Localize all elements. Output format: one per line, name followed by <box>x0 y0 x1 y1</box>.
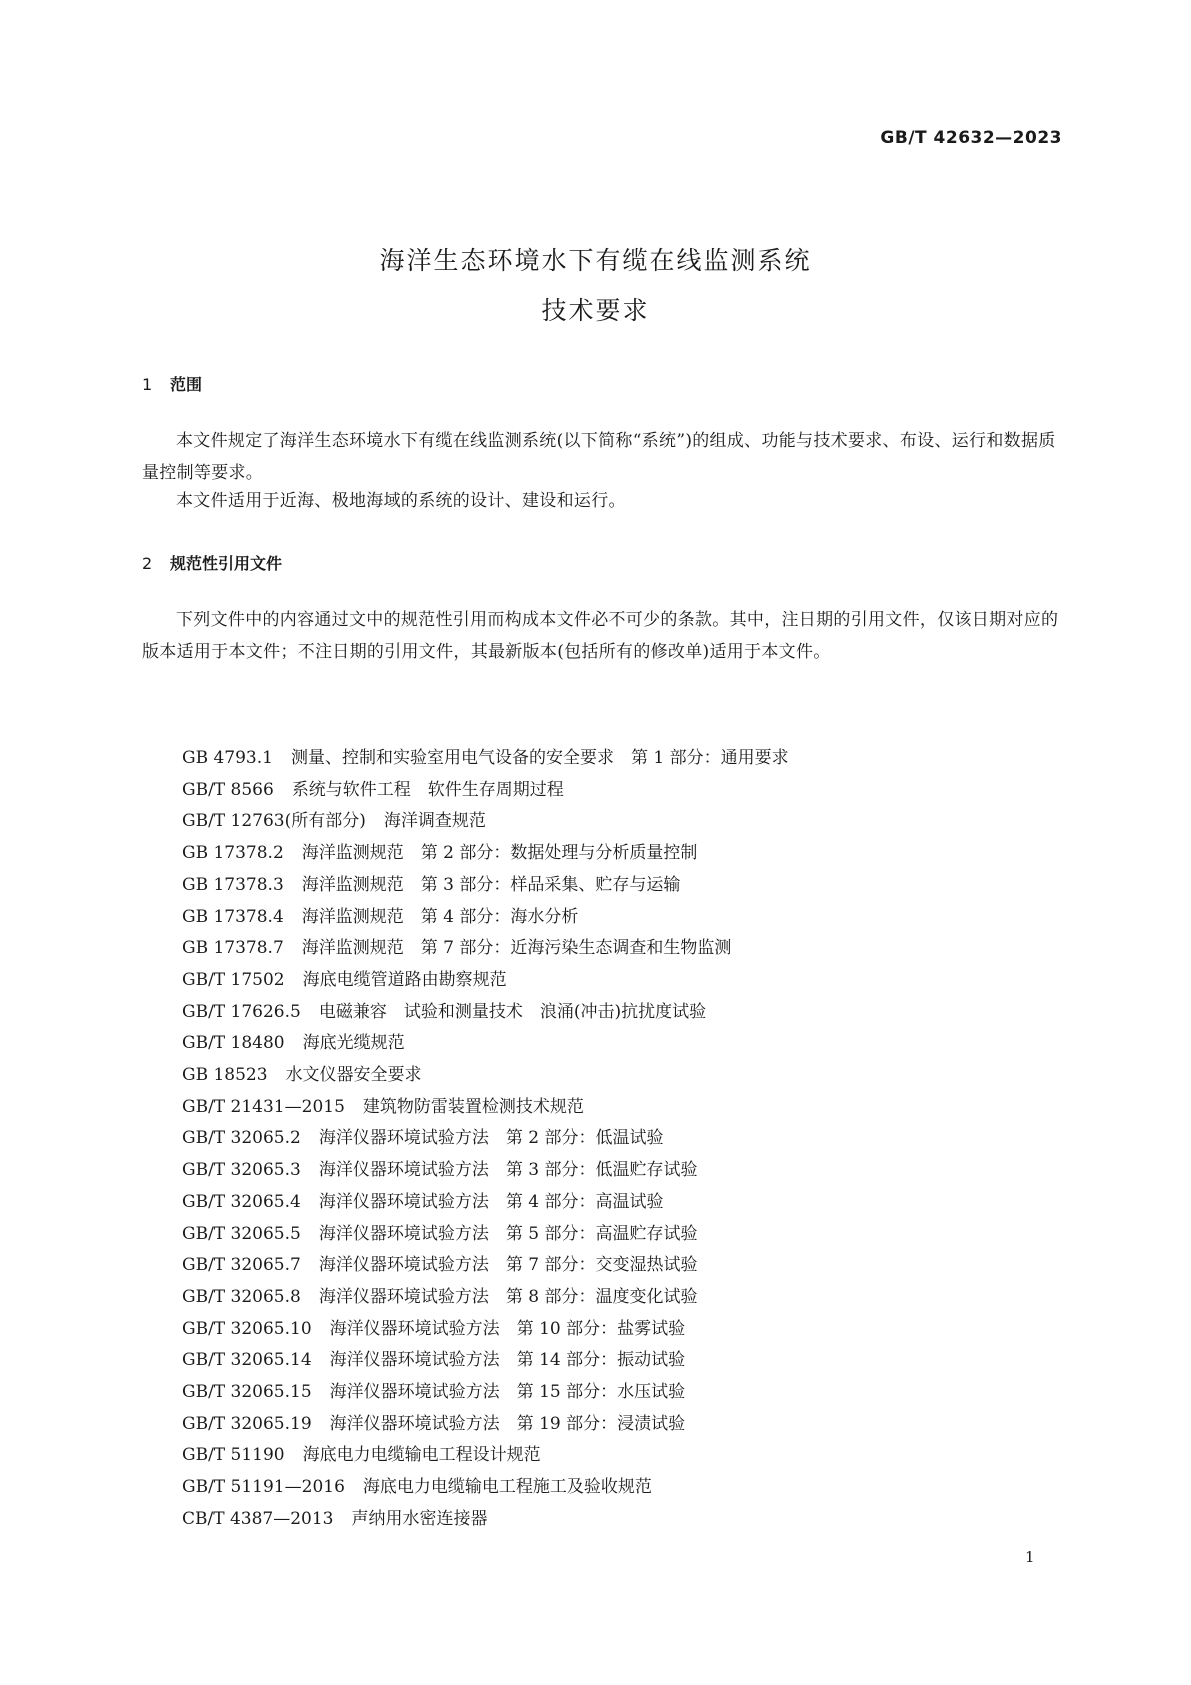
reference-code: GB/T 17626.5 <box>182 1001 301 1022</box>
reference-title: 海洋仪器环境试验方法 第 5 部分：高温贮存试验 <box>318 1223 698 1244</box>
reference-title: 海洋仪器环境试验方法 第 2 部分：低温试验 <box>318 1128 664 1149</box>
reference-code: GB/T 32065.2 <box>182 1128 301 1149</box>
reference-item <box>182 1123 789 1155</box>
reference-title: 海洋监测规范 第 2 部分：数据处理与分析质量控制 <box>301 843 698 864</box>
reference-title: 海底电力电缆输电工程设计规范 <box>302 1445 541 1466</box>
reference-code: GB/T 18480 <box>182 1033 285 1054</box>
reference-title: 海洋监测规范 第 4 部分：海水分析 <box>301 906 579 927</box>
section-1-heading <box>142 372 202 395</box>
reference-item <box>182 1060 789 1092</box>
reference-title: 测量、控制和实验室用电气设备的安全要求 第 1 部分：通用要求 <box>290 748 789 768</box>
section-2-paragraph-1: 下列文件中的内容通过文中的规范性引用而构成本文件必不可少的条款。其中，注日期的引用文件，仅该日期对应的版本适用于本文件；不注日期的引用文件，其最新版本(包括所有的修改单)适用于本文件。 <box>142 610 1059 662</box>
reference-item <box>182 775 789 807</box>
reference-code: GB/T 21431—2015 <box>182 1096 345 1117</box>
reference-title: 海底电缆管道路由勘察规范 <box>302 969 507 990</box>
reference-item <box>182 1409 789 1441</box>
reference-item <box>182 838 789 870</box>
reference-code: GB/T 32065.7 <box>182 1255 301 1276</box>
reference-item <box>182 1155 789 1187</box>
reference-item <box>182 1219 789 1251</box>
reference-code: GB/T 32065.14 <box>182 1350 312 1371</box>
reference-code: GB/T 8566 <box>182 779 274 800</box>
reference-title: 海洋仪器环境试验方法 第 7 部分：交变湿热试验 <box>318 1255 698 1276</box>
reference-title: 水文仪器安全要求 <box>285 1065 422 1086</box>
reference-code: GB/T 51191—2016 <box>182 1477 345 1498</box>
reference-title: 系统与软件工程 软件生存周期过程 <box>291 779 564 800</box>
reference-title: 海洋监测规范 第 7 部分：近海污染生态调查和生物监测 <box>301 938 732 959</box>
reference-code: GB/T 12763(所有部分) <box>182 811 366 832</box>
reference-item <box>182 1282 789 1314</box>
reference-code: GB 18523 <box>182 1065 268 1086</box>
reference-title: 建筑物防雷装置检测技术规范 <box>362 1096 584 1117</box>
reference-code: GB/T 51190 <box>182 1445 285 1466</box>
reference-item <box>182 870 789 902</box>
reference-title: 海洋仪器环境试验方法 第 15 部分：水压试验 <box>329 1382 686 1403</box>
page-number: 1 <box>1025 1548 1035 1566</box>
reference-item <box>182 902 789 934</box>
reference-code: CB/T 4387—2013 <box>182 1508 334 1529</box>
reference-code: GB 17378.3 <box>182 874 284 895</box>
reference-title: 声纳用水密连接器 <box>351 1508 488 1529</box>
reference-item <box>182 743 789 775</box>
reference-item <box>182 1314 789 1346</box>
reference-code: GB/T 32065.3 <box>182 1160 301 1181</box>
reference-code: GB/T 32065.15 <box>182 1382 312 1403</box>
reference-title: 海洋仪器环境试验方法 第 8 部分：温度变化试验 <box>318 1286 698 1307</box>
section-number: 1 <box>142 375 153 394</box>
reference-title: 海洋仪器环境试验方法 第 3 部分：低温贮存试验 <box>318 1160 698 1181</box>
reference-code: GB 17378.7 <box>182 938 284 959</box>
reference-item <box>182 1377 789 1409</box>
section-2-heading <box>142 551 282 574</box>
reference-code: GB/T 32065.10 <box>182 1318 312 1339</box>
reference-item <box>182 1187 789 1219</box>
section-1-paragraph-2: 本文件适用于近海、极地海域的系统的设计、建设和运行。 <box>176 491 626 511</box>
section-title: 规范性引用文件 <box>170 554 283 573</box>
title-line-2: 技术要求 <box>541 296 650 325</box>
reference-code: GB/T 17502 <box>182 969 285 990</box>
reference-code: GB/T 32065.8 <box>182 1286 301 1307</box>
section-1-paragraph-1: 本文件规定了海洋生态环境水下有缆在线监测系统(以下简称“系统”)的组成、功能与技术要求、布设、运行和数据质量控制等要求。 <box>142 431 1056 483</box>
reference-title: 电磁兼容 试验和测量技术 浪涌(冲击)抗扰度试验 <box>318 1001 707 1022</box>
reference-code: GB 17378.2 <box>182 843 284 864</box>
reference-code: GB/T 32065.19 <box>182 1413 312 1434</box>
reference-title: 海洋仪器环境试验方法 第 14 部分：振动试验 <box>329 1350 686 1371</box>
reference-item <box>182 1250 789 1282</box>
reference-item <box>182 1472 789 1504</box>
reference-title: 海洋监测规范 第 3 部分：样品采集、贮存与运输 <box>301 874 681 895</box>
reference-item <box>182 965 789 997</box>
reference-title: 海底电力电缆输电工程施工及验收规范 <box>362 1477 652 1498</box>
reference-item <box>182 1028 789 1060</box>
reference-item <box>182 997 789 1029</box>
reference-item <box>182 806 789 838</box>
standard-code: GB/T 42632—2023 <box>880 128 1062 148</box>
reference-item <box>182 1092 789 1124</box>
reference-code: GB/T 32065.4 <box>182 1191 301 1212</box>
reference-item <box>182 1504 789 1536</box>
reference-item <box>182 933 789 965</box>
reference-title: 海洋仪器环境试验方法 第 4 部分：高温试验 <box>318 1191 664 1212</box>
reference-code: GB 4793.1 <box>182 748 273 768</box>
reference-item <box>182 1440 789 1472</box>
document-title <box>0 236 1191 336</box>
title-line-1: 海洋生态环境水下有缆在线监测系统 <box>379 246 812 275</box>
section-title: 范围 <box>170 375 203 394</box>
reference-item <box>182 1345 789 1377</box>
reference-title: 海洋调查规范 <box>383 811 486 832</box>
reference-title: 海洋仪器环境试验方法 第 10 部分：盐雾试验 <box>329 1318 686 1339</box>
section-number: 2 <box>142 554 153 573</box>
reference-code: GB/T 32065.5 <box>182 1223 301 1244</box>
reference-title: 海洋仪器环境试验方法 第 19 部分：浸渍试验 <box>329 1413 686 1434</box>
normative-references-list <box>182 743 789 1536</box>
reference-code: GB 17378.4 <box>182 906 284 927</box>
reference-title: 海底光缆规范 <box>302 1033 405 1054</box>
